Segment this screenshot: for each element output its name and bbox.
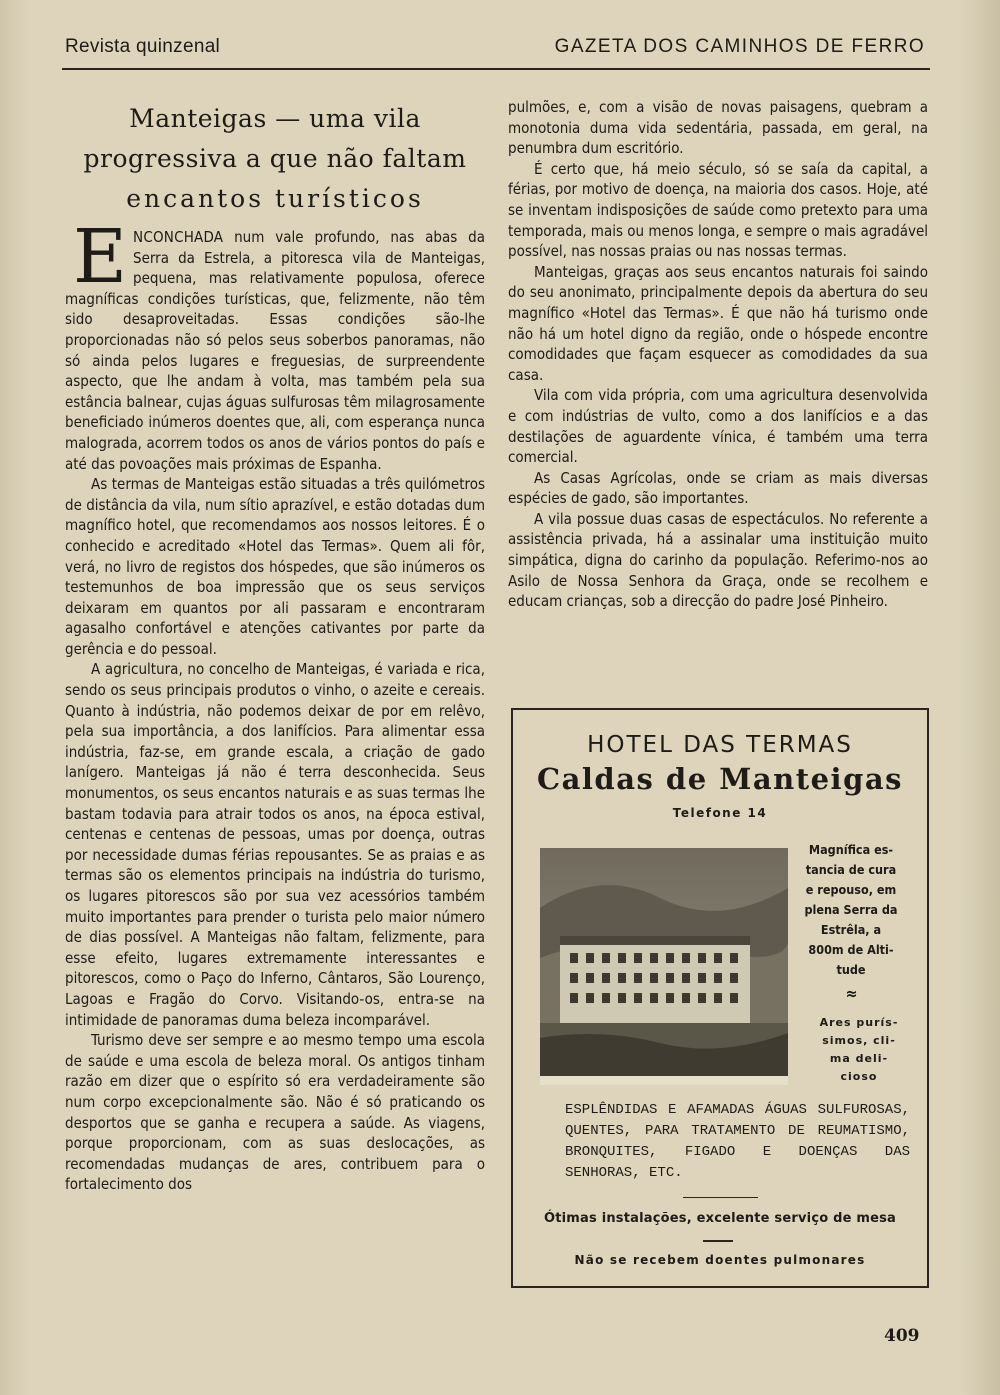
ad-side-line: tude — [836, 962, 866, 977]
hotel-photo-illustration — [540, 848, 788, 1085]
ad-side-line: Magnífica es- — [808, 842, 894, 857]
ad-telephone: Telefone 14 — [672, 806, 768, 820]
hotel-photo — [540, 848, 788, 1085]
paragraph-10: A vila possue duas casas de espectáculos. No referente a assistência privada, há a assinalar uma instituição muito simpática, digna do carinho da população. Referimo-nos ao Asilo de Nossa Senhora da Graça, onde se recolhem e educam crianças, sob a direcção do padre José Pinheiro. — [508, 509, 928, 611]
article-right-column — [508, 97, 928, 612]
paragraph-8: Vila com vida própria, com uma agricultura desenvolvida e com indústrias de vulto, como a dos lanifícios e a das destilações de aguardente vínica, é também uma terra comercial. — [508, 386, 928, 467]
paragraph-1-lead: NCONCHADA — [133, 228, 224, 246]
ad-climate-note — [809, 1014, 909, 1086]
ad-divider — [703, 1240, 733, 1242]
title-line-1: Manteigas — uma vila — [129, 104, 421, 133]
article-title — [65, 99, 485, 219]
ad-facilities: Ótimas instalações, excelente serviço de mesa — [543, 1211, 896, 1226]
paragraph-1-text: num vale profundo, nas abas da Serra da Estrela, a pitoresca vila de Manteigas, pequena, mas relativamente populosa, oferece magníficas condições turísticas, que, felizmente, não têm sido desaproveitadas. Essas condições são-lhe proporcionadas não só pelos seus soberbos panoramas, não só ainda pelos lugares e freguesias, de surpreendente aspecto, que lhe andam à volta, mas também pela sua estância balnear, cujas águas sulfurosas têm milagrosamente beneficiado inúmeros doentes que, ali, com esperança nunca malograda, acorrem todos os anos de vários pontos do país e até das povoações mais próximas de Espanha. — [65, 228, 485, 473]
ad-side-line: Estrêla, a — [820, 922, 882, 937]
paragraph-2: As termas de Manteigas estão situadas a três quilómetros de distância da vila, num sítio aprazível, e estão dotadas dum magnífico hotel, que recomendamos aos nossos leitores. É o conhecido e acreditado «Hotel das Termas». Quem ali fôr, verá, no livro de registos dos hóspedes, que são inúmeros os testemunhos de boa impressão que os seus serviços deixaram em quantos por ali passaram e encontraram agasalho confortável e atenções cativantes por parte da gerência e do pessoal. — [65, 475, 485, 658]
header-section-label: Revista quinzenal — [65, 36, 221, 57]
hotel-advertisement — [511, 708, 929, 1288]
ad-side-line: tancia de cura — [805, 862, 897, 877]
ad-waters-description — [565, 1100, 910, 1184]
ad-divider — [683, 1197, 758, 1198]
paragraph-7: Manteigas, graças aos seus encantos naturais foi saindo do seu anonimato, principalmente depois da abertura do seu magnífico «Hotel das Termas». É que não há turismo onde não há um hotel digno da região, onde o hóspede encontre comodidades que façam esquecer as comodidades da sua casa. — [508, 262, 928, 384]
header-magazine-title: GAZETA DOS CAMINHOS DE FERRO — [554, 36, 925, 57]
paragraph-4: Turismo deve ser sempre e ao mesmo tempo uma escola de saúde e uma escola de beleza moral. Os antigos tinham razão em dizer que o espírito só era verdadeiramente são num corpo excepcionalmente são. Não é só praticando os desportos que se ganha e recupera a saúde. As viagens, porque proporcionam, com as suas deslocações, as recomendadas mudanças de ares, contribuem para o fortalecimento dos — [65, 1031, 485, 1194]
ad-notice: Não se recebem doentes pulmonares — [574, 1253, 866, 1267]
ad-body-text: ESPLÊNDIDAS E AFAMADAS ÁGUAS SULFUROSAS, QUENTES, PARA TRATAMENTO DE REUMATISMO, BRONQUITES, FIGADO E DOENÇAS DAS SENHORAS, ETC. — [565, 1102, 910, 1181]
ad-climate-line: cioso — [840, 1070, 878, 1083]
paragraph-6: É certo que, há meio século, só se saía da capital, a férias, por motivo de doença, na maioria dos casos. Hoje, até se inventam indisposições de saúde como pretexto para uma temporada, mais ou menos longa, e sempre o mais agradável possível, nas nossas praias ou nas nossas termas. — [508, 159, 928, 261]
ad-side-line: 800m de Alti- — [808, 942, 894, 957]
drop-cap: E — [73, 214, 128, 300]
ad-location-title: Caldas de Manteigas — [537, 762, 903, 796]
ad-side-line: plena Serra da — [804, 902, 898, 917]
header-rule — [62, 68, 930, 70]
paragraph-3: A agricultura, no concelho de Manteigas, é variada e rica, sendo os seus principais produtos o vinho, o azeite e cereais. Quanto à indústria, não podemos deixar de por em relêvo, pela sua importância, a dos lanifícios. Para alimentar essa indústria, faz-se, em grande escala, a criação de gado lanígero. Manteigas já não é terra desconhecida. Seus monumentos, os seus encantos naturais e as suas termas lhe bastam todavia para atrair todos os anos, na época estival, centenas e centenas de pessoas, umas por doença, outras por necessidade dumas férias repousantes. Se as praias e as termas são os elementos principais na indústria do turismo, os lugares pitorescos são por sua vez acessórios também muito importantes para prender o turista pelo maior número de dias possível. A Manteigas não faltam, felizmente, para esse efeito, lugares extremamente interessantes e pitorescos, como o Paço do Inferno, Cântaros, São Lourenço, Lagoas e Fragão do Corvo. Visitando-os, entra-se na intimidade de panoramas duma beleza incomparável. — [65, 660, 485, 1029]
title-line-3: encantos turísticos — [126, 184, 424, 213]
ad-climate-line: simos, cli- — [822, 1034, 896, 1047]
article-left-column — [65, 95, 485, 1195]
paragraph-9: As Casas Agrícolas, onde se criam as mais diversas espécies de gado, são importantes. — [508, 468, 928, 508]
ad-hotel-name: HOTEL DAS TERMAS — [587, 732, 853, 758]
wave-ornament-icon: ≈ — [845, 984, 857, 1003]
ad-climate-line: ma deli- — [829, 1052, 889, 1065]
ad-side-description — [795, 840, 907, 1008]
title-line-2: progressiva a que não faltam — [83, 144, 467, 173]
ad-climate-line: Ares purís- — [819, 1016, 899, 1029]
paragraph-1 — [65, 214, 485, 474]
paragraph-5: pulmões, e, com a visão de novas paisagens, quebram a monotonia duma vida sedentária, passada, em geral, na penumbra dum escritório. — [508, 98, 928, 158]
ad-side-line: e repouso, em — [805, 882, 897, 897]
page-number: 409 — [884, 1326, 920, 1346]
